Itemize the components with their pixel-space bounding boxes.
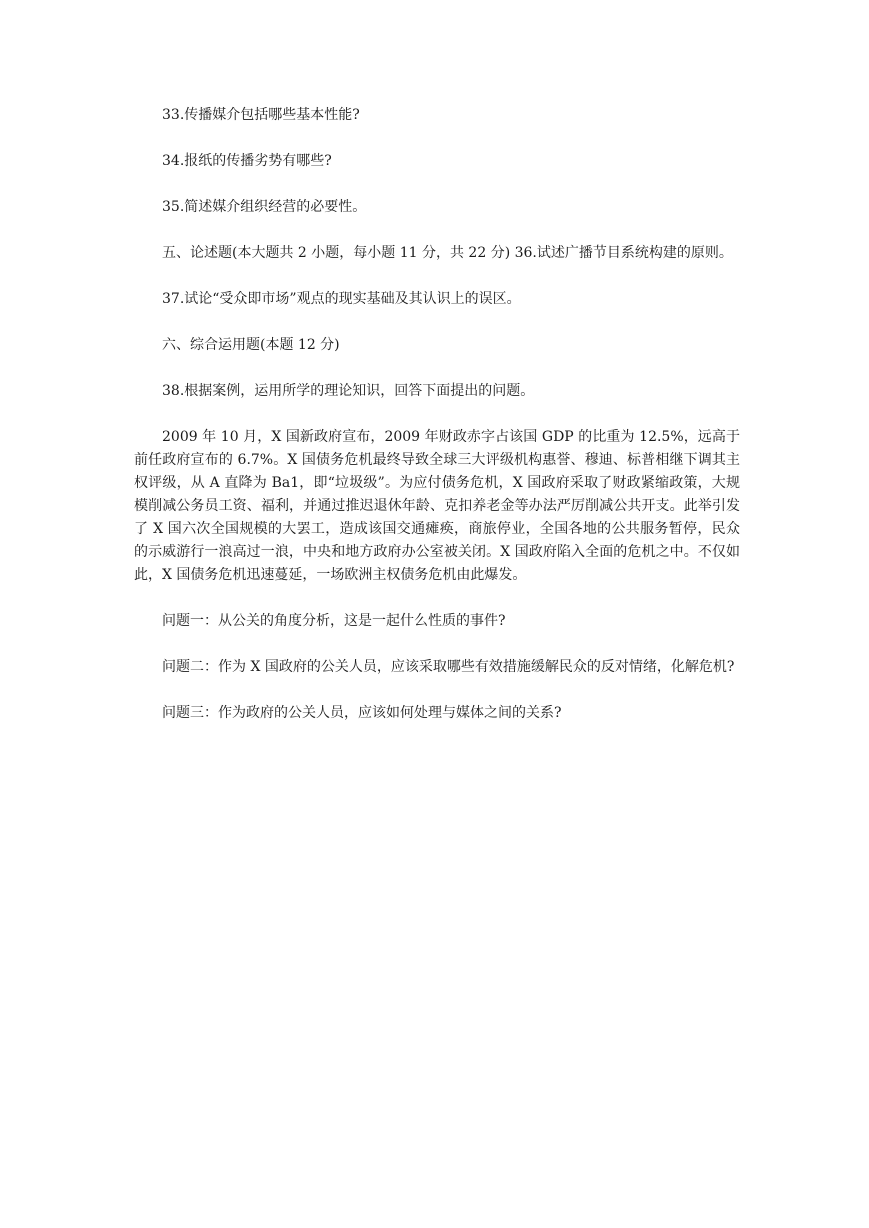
question-35: 35.简述媒介组织经营的必要性。 xyxy=(162,199,367,215)
case-paragraph: 2009 年 10 月，X 国新政府宣布，2009 年财政赤字占该国 GDP 的比重为 12.5%，远高于前任政府宣布的 6.7%。X 国债务危机最终导致全球三大评级机构惠誉、穆迪、标普相继下调其主权评级，从 A 直降为 Ba1，即“垃圾级”。为应付债务危机，X 国政府采取了财政紧缩政策，大规模削减公务员工资、福利，并通过推迟退休年龄、克扣养老金等办法严厉削减公共开支。此举引发了 X 国六次全国规模的大罢工，造成该国交通瘫痪，商旅停业，全国各地的公共服务暂停，民众的示威游行一浪高过一浪，中央和地方政府办公室被关闭。X 国政府陷入全面的危机之中。不仅如此，X 国债务危机迅速蔓延，一场欧洲主权债务危机由此爆发。 xyxy=(134,429,740,583)
problem-3: 问题三：作为政府的公关人员，应该如何处理与媒体之间的关系? xyxy=(162,705,562,721)
section-6-heading: 六、综合运用题(本题 12 分) xyxy=(162,337,340,353)
section-5-heading-question-36: 五、论述题(本大题共 2 小题，每小题 11 分，共 22 分) 36.试述广播节目系统构建的原则。 xyxy=(162,245,733,261)
question-37: 37.试论“受众即市场”观点的现实基础及其认识上的误区。 xyxy=(162,291,521,307)
document-body xyxy=(134,104,740,725)
problem-2: 问题二：作为 X 国政府的公关人员，应该采取哪些有效措施缓解民众的反对情绪，化解危机? xyxy=(162,659,735,675)
problem-1: 问题一：从公关的角度分析，这是一起什么性质的事件? xyxy=(162,613,506,629)
question-38: 38.根据案例，运用所学的理论知识，回答下面提出的问题。 xyxy=(162,383,535,399)
question-33: 33.传播媒介包括哪些基本性能? xyxy=(162,107,360,123)
question-34: 34.报纸的传播劣势有哪些? xyxy=(162,153,332,169)
